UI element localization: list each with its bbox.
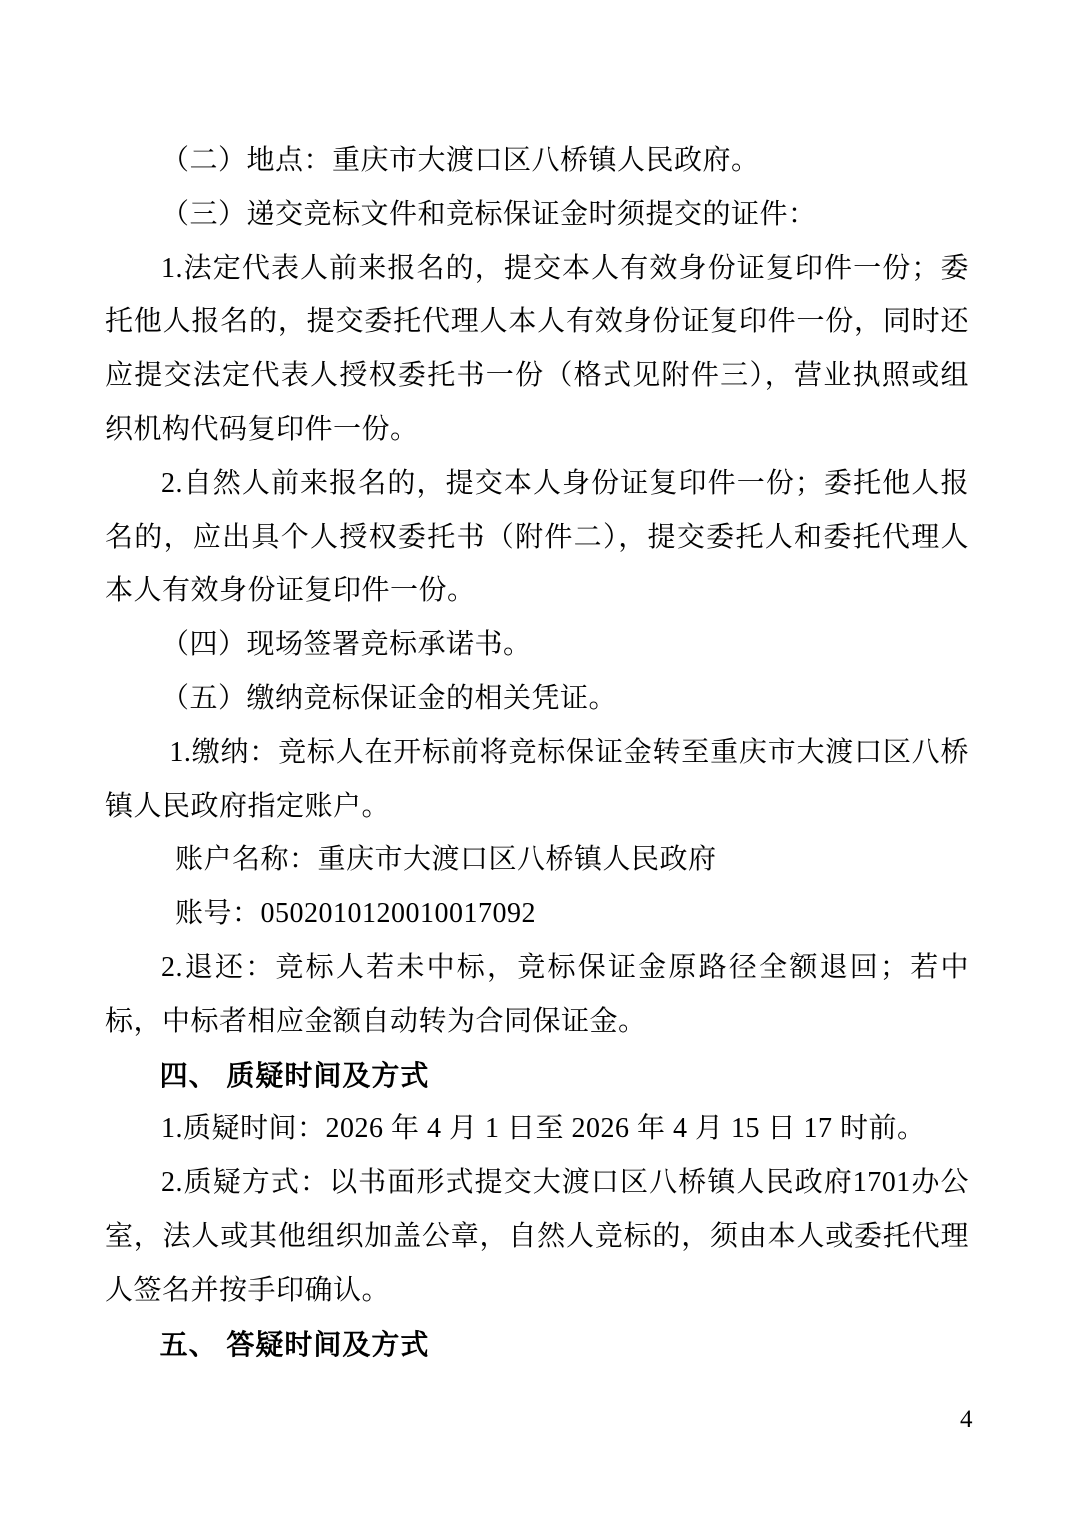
para-documents-required: （三）递交竞标文件和竞标保证金时须提交的证件： (161, 198, 817, 230)
heading-section-5: 五、 答疑时间及方式 (159, 1328, 430, 1360)
para-natural-person: 2.自然人前来报名的，提交本人身份证复印件一份；委托他人报名的，应出具个人授权委托书（附件二），提交委托人和委托代理人本人有效身份证复印件一份。 (105, 467, 969, 607)
para-location: （二）地点：重庆市大渡口区八桥镇人民政府。 (161, 145, 760, 176)
page-number: 4 (960, 1406, 973, 1433)
para-deposit-proof: （五）缴纳竞标保证金的相关凭证。 (161, 682, 618, 714)
para-query-method: 2.质疑方式：以书面形式提交大渡口区八桥镇人民政府1701办公室，法人或其他组织加盖公章，自然人竞标的，须由本人或委托代理人签名并按手印确认。 (105, 1167, 969, 1306)
para-legal-representative: 1.法定代表人前来报名的，提交本人有效身份证复印件一份；委托他人报名的，提交委托代理人本人有效身份证复印件一份，同时还应提交法定代表人授权委托书一份（格式见附件三），营业执照或组织机构代码复印件一份。 (105, 252, 969, 445)
para-query-time: 1.质疑时间：2026 年 4 月 1 日至 2026 年 4 月 15 日 17 时前。 (161, 1113, 926, 1145)
para-deposit-refund: 2.退还：竞标人若未中标，竞标保证金原路径全额退回；若中标，中标者相应金额自动转为合同保证金。 (105, 951, 969, 1037)
para-account-number: 账号：0502010120010017092 (175, 898, 537, 930)
para-sign-commitment: （四）现场签署竞标承诺书。 (161, 629, 532, 661)
para-account-name: 账户名称：重庆市大渡口区八桥镇人民政府 (175, 844, 717, 876)
heading-section-4: 四、 质疑时间及方式 (159, 1059, 430, 1091)
document-body (105, 134, 969, 1371)
para-deposit-payment: 1.缴纳：竞标人在开标前将竞标保证金转至重庆市大渡口区八桥镇人民政府指定账户。 (105, 736, 969, 822)
